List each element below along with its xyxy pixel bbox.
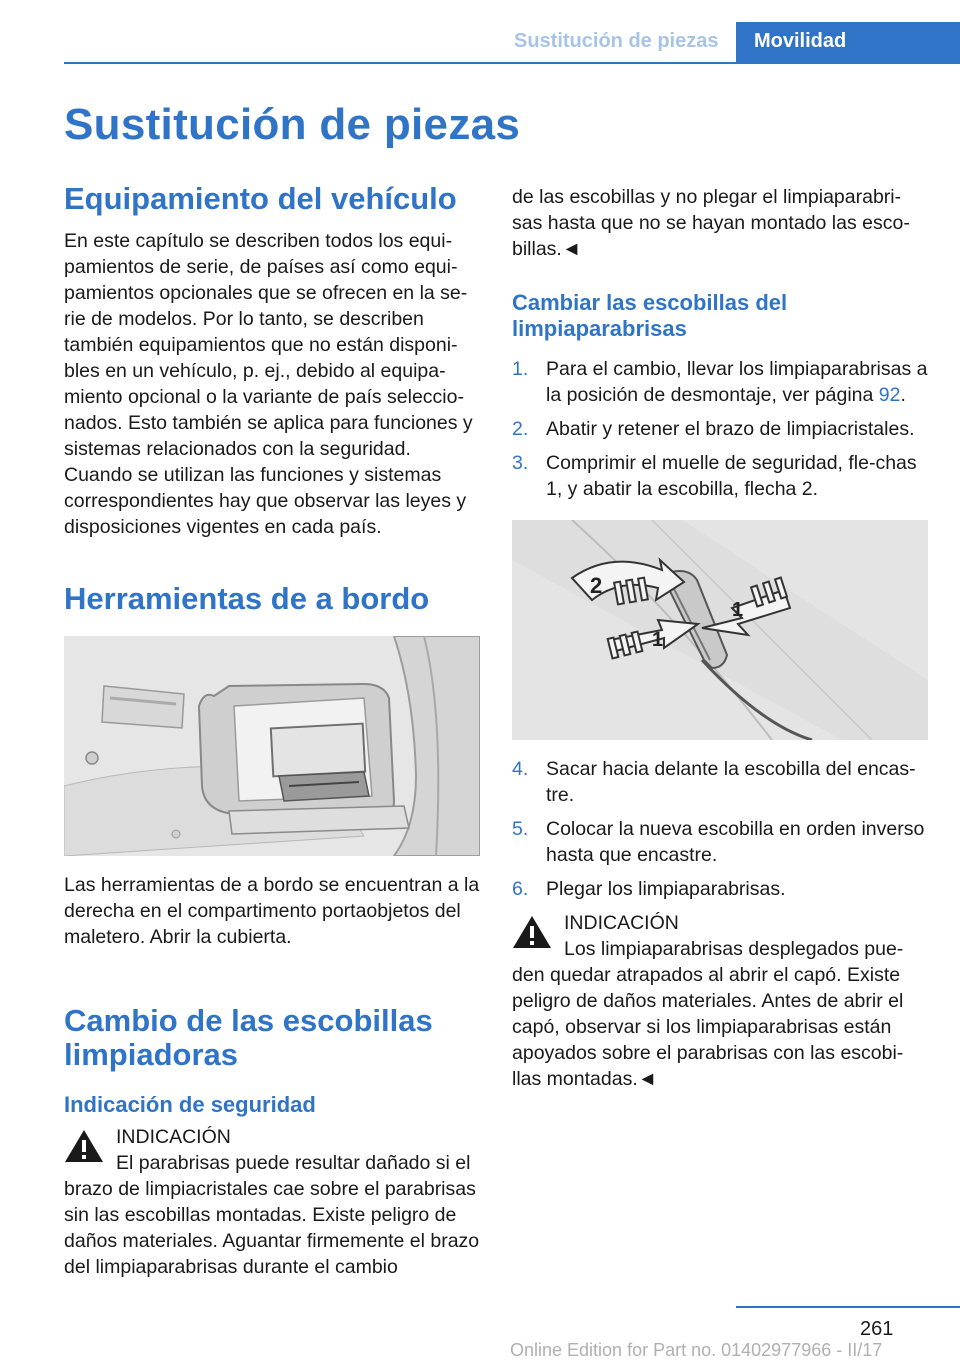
page-title: Sustitución de piezas [64,100,521,149]
list-item [512,356,930,408]
step-text: Para el cambio, llevar los limpiaparabrisas a la posición de desmontaje, ver página [546,358,928,406]
arrow-label-1b: 1 [652,629,664,651]
step-number: 1. [512,358,529,380]
wiper-illustration [512,520,928,740]
step-text: Abatir y retener el brazo de limpiacristales. [546,418,915,440]
warning-text: brazo de limpiacristales cae sobre el parabrisas sin las escobillas montadas. Existe peligro de daños materiales. Aguantar firmemente el brazo del limpiaparabrisas durante el cambio [64,1178,480,1278]
step-text: Comprimir el muelle de seguridad, fle-chas 1, y abatir la escobilla, flecha 2. [546,452,917,500]
warning-first-line: Los limpiaparabrisas desplegados pue- [564,938,904,960]
step-number: 3. [512,452,529,474]
list-item [512,756,930,808]
continued-paragraph: de las escobillas y no plegar el limpiaparabri-sas hasta que no se hayan montado las esco-billas.◄ [512,186,910,260]
page-link[interactable]: 92 [878,384,901,406]
edition-note: Online Edition for Part no. 01402977966 - II/17 [510,1340,883,1360]
step-number: 5. [512,818,529,840]
arrow-label-2: 2 [590,573,603,598]
step-number: 4. [512,758,529,780]
warning-triangle-icon [64,1128,104,1164]
wiper-blade-diagram [512,520,928,740]
tools-paragraph: Las herramientas de a bordo se encuentran a la derecha en el compartimento portaobjetos del maletero. Abrir la cubierta. [64,874,480,948]
step-text: Sacar hacia delante la escobilla del encas-tre. [546,758,916,806]
header-section-title: Sustitución de piezas [514,30,719,52]
header-rule [64,62,960,64]
step-text: Colocar la nueva escobilla en orden inverso hasta que encastre. [546,818,925,866]
equipment-paragraph: En este capítulo se describen todos los equi-pamientos de serie, de países así como equi-pamientos opcionales que se ofrecen en la se-rie de modelos. Por lo tanto, se describen también equipamientos que no están disponi-bles en un vehículo, p. ej., debido al equipa-miento opcional o la variante de país seleccio-nados. Esto también se aplica para funciones y sistemas relacionados con la seguridad. Cuando se utilizan las funciones y sistemas correspondientes hay que observar las leyes y disposiciones vigentes en cada país. [64,230,473,538]
step-number: 2. [512,418,529,440]
arrow-label-1a: 1 [732,599,744,621]
warning-text: den quedar atrapados al abrir el capó. Existe peligro de daños materiales. Antes de abrir el capó, observar si los limpiaparabrisas están apoyados sobre el parabrisas con las escobi-llas montadas.◄ [512,964,904,1090]
warning-triangle-icon [512,914,552,950]
step-text: Plegar los limpiaparabrisas. [546,878,786,900]
safety-heading: Indicación de seguridad [64,1092,316,1117]
step-text-end: . [900,384,906,406]
trunk-compartment-image [64,636,480,856]
warning-label: INDICACIÓN [564,912,679,934]
trunk-illustration [64,636,480,856]
steps-list-b [512,756,930,902]
footer-rule [736,1306,960,1308]
steps-list-a [512,356,930,502]
left-column [64,182,482,1280]
page-number: 261 [860,1318,894,1340]
safety-warning [64,1124,482,1176]
change-wipers-heading: Cambiar las escobillas del limpiaparabrisas [512,290,788,341]
list-item [512,816,930,868]
list-item [512,416,930,442]
equipment-heading: Equipamiento del vehículo [64,181,457,216]
warning-first-line: El parabrisas puede resultar dañado si el [116,1152,471,1174]
list-item [512,876,930,902]
hood-warning [512,910,930,962]
step-number: 6. [512,878,529,900]
wiper-heading: Cambio de las escobillas limpiadoras [64,1003,433,1072]
right-column [512,184,930,1092]
header-chapter-tab: Movilidad [736,22,960,64]
tools-heading: Herramientas de a bordo [64,581,430,616]
list-item [512,450,930,502]
warning-label: INDICACIÓN [116,1126,231,1148]
